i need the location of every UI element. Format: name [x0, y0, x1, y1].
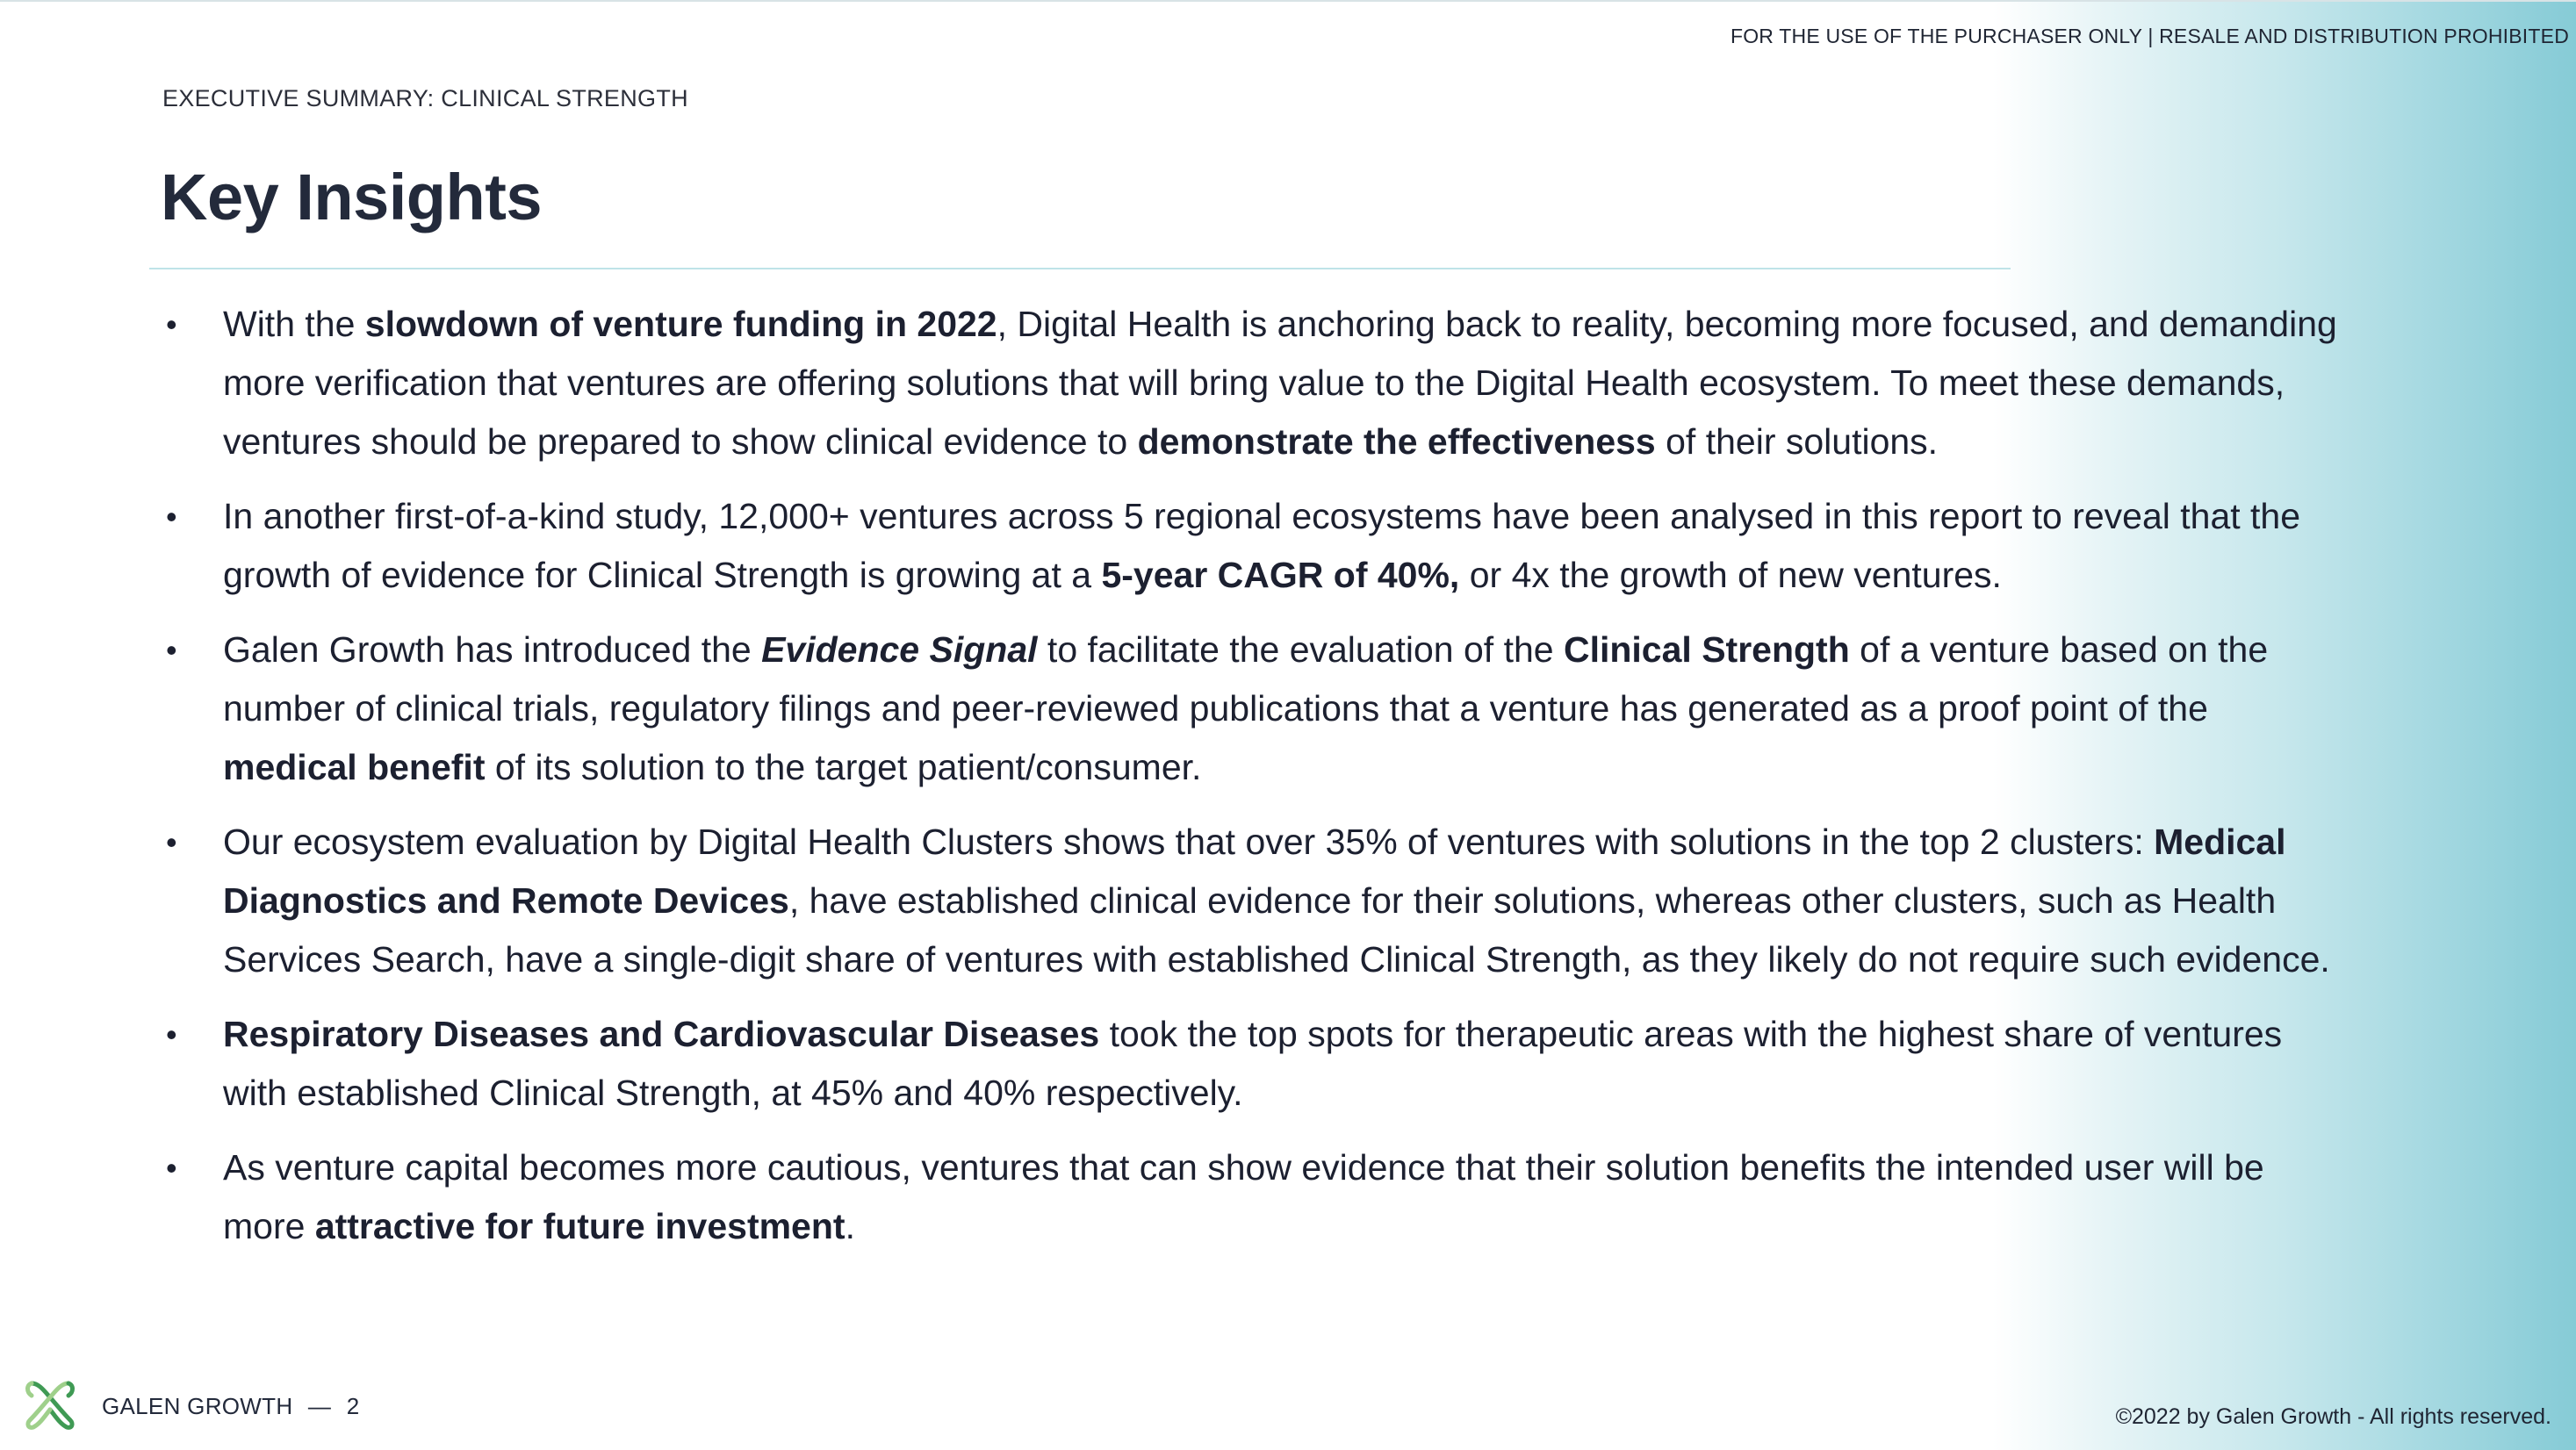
insight-text: .: [845, 1206, 855, 1246]
insight-text: of their solutions.: [1655, 421, 1939, 462]
title-divider: [149, 268, 2011, 269]
insight-item: [162, 1005, 2340, 1123]
distribution-notice: FOR THE USE OF THE PURCHASER ONLY | RESALE AND DISTRIBUTION PROHIBITED: [1730, 25, 2569, 47]
bullet-icon: •: [166, 306, 177, 342]
footer-copyright: ©2022 by Galen Growth - All rights reserved.: [2115, 1404, 2551, 1429]
insight-text: In another first-of-a-kind study, 12,000+ ventures across 5 regional ecosystems have been analysed in this report to reveal that the growth of evidence for Clinical Strength is growing at a: [223, 496, 2301, 595]
page-title: Key Insights: [161, 161, 542, 233]
insight-text: Galen Growth has introduced the: [223, 629, 762, 670]
insight-emphasis-text: medical benefit: [223, 747, 486, 787]
galen-growth-logo-icon: [19, 1375, 81, 1436]
insight-emphasis-text: slowdown of venture funding in 2022: [364, 304, 997, 344]
insight-item: [162, 1138, 2340, 1256]
insight-item: [162, 487, 2340, 605]
insight-item: [162, 813, 2340, 989]
bullet-icon: •: [166, 824, 177, 860]
insight-text: Our ecosystem evaluation by Digital Health Clusters shows that over 35% of ventures with solutions in the top 2 clusters:: [223, 822, 2155, 862]
insight-text: or 4x the growth of new ventures.: [1459, 555, 2002, 595]
bullet-icon: •: [166, 499, 177, 535]
insight-item: [162, 295, 2340, 471]
insight-emphasis: [761, 629, 1037, 670]
insight-text: , Digital Health is anchoring back to reality, becoming more focused, and demanding more verification that ventures are offering solutions that will bring value to the Digital Health ecosystem. To meet these demands, ventures should be prepared to show clinical evidence to: [223, 304, 2337, 462]
bullet-icon: •: [166, 1150, 177, 1186]
insight-text: of its solution to the target patient/consumer.: [485, 747, 1202, 787]
insight-emphasis-text: Medical Diagnostics and Remote Devices: [223, 822, 2286, 921]
footer-page-number: 2: [346, 1393, 360, 1419]
footer-brand-name: GALEN GROWTH: [102, 1393, 293, 1419]
section-label: EXECUTIVE SUMMARY: CLINICAL STRENGTH: [162, 85, 688, 111]
bullet-icon: •: [166, 632, 177, 668]
insight-emphasis-text: Evidence Signal: [761, 629, 1038, 670]
key-insights-list: [162, 295, 2340, 1272]
insight-emphasis-text: Respiratory Diseases and Cardiovascular Diseases: [223, 1014, 1100, 1054]
insight-text: took the top spots for therapeutic areas with the highest share of ventures with established Clinical Strength, at 45% and 40% respectively.: [223, 1014, 2283, 1113]
insight-text: of a venture based on the number of clinical trials, regulatory filings and peer-reviewed publications that a venture has generated as a proof point of the: [223, 629, 2269, 729]
insight-emphasis-text: attractive for future investment: [314, 1206, 845, 1246]
bullet-icon: •: [166, 1016, 177, 1052]
insight-text: With the: [223, 304, 365, 344]
insight-emphasis-text: Clinical Strength: [1563, 629, 1850, 670]
insight-text: As venture capital becomes more cautious, ventures that can show evidence that their solution benefits the intended user will be more: [223, 1147, 2264, 1246]
top-border: [0, 0, 2576, 2]
footer-brand: [102, 1393, 360, 1420]
footer-separator: —: [307, 1393, 332, 1419]
insight-text: , have established clinical evidence for their solutions, whereas other clusters, such as Health Services Search, have a single-digit share of ventures with established Clinical Strength, as they likely do not require such evidence.: [223, 880, 2330, 980]
insight-emphasis-text: 5-year CAGR of 40%,: [1101, 555, 1460, 595]
insight-item: [162, 621, 2340, 797]
insight-emphasis-text: demonstrate the effectiveness: [1137, 421, 1656, 462]
insight-text: to facilitate the evaluation of the: [1037, 629, 1564, 670]
